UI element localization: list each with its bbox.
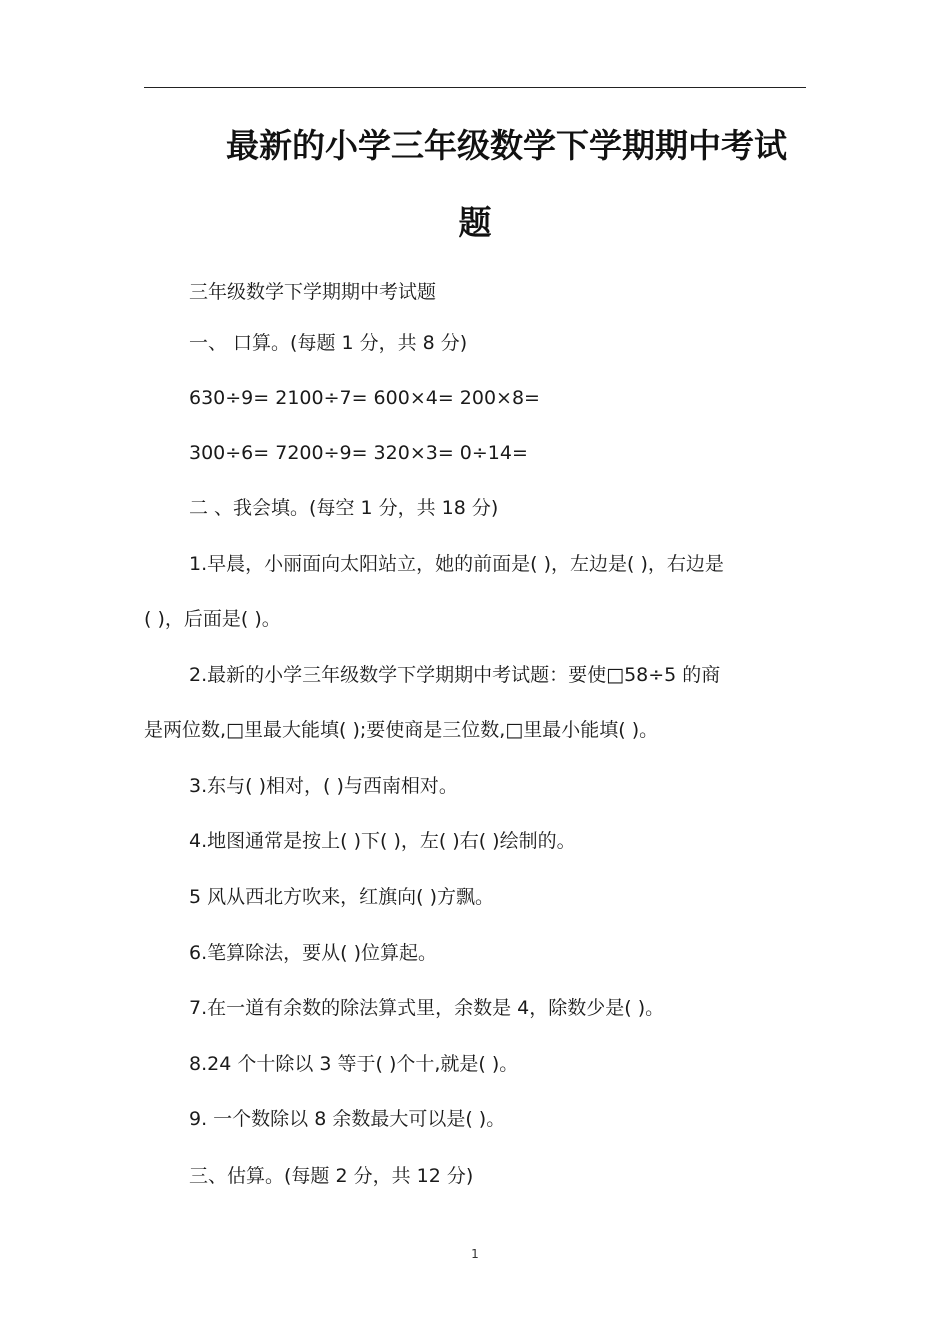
paragraph-question-5: 5 风从西北方吹来，红旗向( )方飘。 [189, 886, 494, 908]
document-title-line-2: 题 [458, 203, 492, 242]
paragraph-section-1-heading: 一、 口算。(每题 1 分，共 8 分) [189, 332, 468, 354]
paragraph-question-7: 7.在一道有余数的除法算式里，余数是 4，除数少是( )。 [189, 997, 665, 1019]
header-rule [144, 87, 806, 88]
paragraph-question-1-line-2: ( )，后面是( )。 [144, 608, 281, 630]
paragraph-section-2-heading: 二 、我会填。(每空 1 分，共 18 分) [189, 497, 499, 519]
paragraph-question-6: 6.笔算除法，要从( )位算起。 [189, 942, 437, 964]
document-title-line-1: 最新的小学三年级数学下学期期中考试 [226, 126, 787, 165]
paragraph-question-1-line-1: 1.早晨，小丽面向太阳站立，她的前面是( )，左边是( )，右边是 [189, 553, 724, 575]
page-number: 1 [471, 1247, 479, 1261]
paragraph-question-8: 8.24 个十除以 3 等于( )个十,就是( )。 [189, 1053, 519, 1075]
paragraph-question-2-line-2: 是两位数,□里最大能填( );要使商是三位数,□里最小能填( )。 [144, 719, 659, 741]
paragraph-section-3-heading: 三、估算。(每题 2 分，共 12 分) [189, 1165, 474, 1187]
paragraph-question-9: 9. 一个数除以 8 余数最大可以是( )。 [189, 1108, 506, 1130]
paragraph-oral-calc-row-1: 630÷9= 2100÷7= 600×4= 200×8= [189, 387, 540, 409]
paragraph-question-2-line-1: 2.最新的小学三年级数学下学期期中考试题：要使□58÷5 的商 [189, 664, 721, 686]
paragraph-question-4: 4.地图通常是按上( )下( )，左( )右( )绘制的。 [189, 830, 576, 852]
paragraph-question-3: 3.东与( )相对，( )与西南相对。 [189, 775, 458, 797]
paragraph-subtitle: 三年级数学下学期期中考试题 [189, 281, 437, 303]
paragraph-oral-calc-row-2: 300÷6= 7200÷9= 320×3= 0÷14= [189, 442, 528, 464]
